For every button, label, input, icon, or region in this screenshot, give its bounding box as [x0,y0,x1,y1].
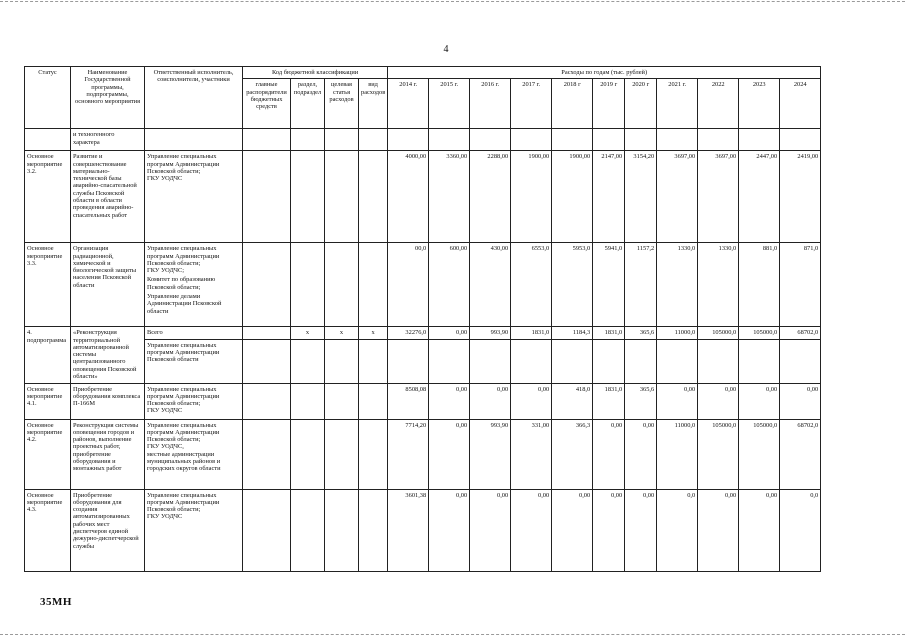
row-code [243,243,291,327]
row-value: 993,90 [470,419,511,489]
row-value: 0,00 [739,489,780,571]
header-year: 2018 г [552,79,593,129]
row-status: Основное мероприятие 4.3. [25,489,71,571]
row-value: 993,90 [470,327,511,339]
empty-cell [739,339,780,383]
row-value: 0,00 [429,327,470,339]
row-code [243,383,291,419]
row-value: 0,00 [739,383,780,419]
header-year: 2017 г. [511,79,552,129]
row-value: 32276,0 [388,327,429,339]
row-code [291,129,325,151]
empty-cell [291,339,325,383]
row-value [780,129,821,151]
row-value [625,129,657,151]
row-code [325,383,359,419]
row-value [593,129,625,151]
header-responsible: Ответственный исполнитель, соисполнители, участники [145,67,243,129]
responsible-line: Управление специальных программ Администрации Псковской области; [147,385,220,408]
header-name: Наименование Государственной программы, подпрограммы, основного мероприятия [71,67,145,129]
header-year: 2024 [780,79,821,129]
row-code [325,129,359,151]
row-value: 0,00 [511,489,552,571]
row-value: 3360,00 [429,151,470,243]
row-code [325,151,359,243]
row-value: 0,00 [593,489,625,571]
row-value: 5941,0 [593,243,625,327]
row-value: 7714,20 [388,419,429,489]
row-name: Реконструкция системы оповещения городов и районов, выполнение проектных работ, приобретение оборудования и монтажных работ [71,419,145,489]
row-code: x [291,327,325,339]
page-number: 4 [443,44,449,55]
empty-cell [698,339,739,383]
row-name: Приобретение оборудования для создания автоматизированных рабочих мест диспетчеров единой дежурно-диспетчерской службы [71,489,145,571]
row-value: 430,00 [470,243,511,327]
responsible-line: Управление специальных программ Администрации Псковской области [147,341,220,364]
responsible-line: ГКУ УОДЧС [147,175,183,183]
row-status: Основное мероприятие 3.2. [25,151,71,243]
row-code [325,243,359,327]
empty-cell [780,339,821,383]
row-value: 1184,3 [552,327,593,339]
table-row [25,489,821,571]
row-value: 11000,0 [657,327,698,339]
row-value: 0,00 [429,419,470,489]
header-section: раздел, подраздел [291,79,325,129]
responsible-line: Управление делами Администрации Псковской области [147,293,222,315]
scan-edge-top [0,1,905,2]
table-row [25,339,821,383]
row-status: Основное мероприятие 4.1. [25,383,71,419]
header-year: 2015 г. [429,79,470,129]
row-value: 0,00 [698,489,739,571]
empty-cell [511,339,552,383]
footer-stamp: 35МН [40,596,72,608]
row-code [291,243,325,327]
responsible-line: ГКУ УОДЧС; [147,267,185,275]
empty-cell [657,339,698,383]
row-value: 365,6 [625,327,657,339]
row-value: 105000,0 [739,327,780,339]
row-code [291,151,325,243]
row-value: 5953,0 [552,243,593,327]
responsible-line: Управление специальных программ Администрации Псковской области; [147,421,220,444]
row-value: 0,0 [657,489,698,571]
row-value [698,129,739,151]
row-value: 0,00 [625,419,657,489]
responsible-line: Управление специальных программ Администрации Псковской области; [147,245,220,267]
row-value: 3154,20 [625,151,657,243]
row-code [325,489,359,571]
row-value: 68702,0 [780,327,821,339]
row-code [359,383,388,419]
row-status: Основное мероприятие 4.2. [25,419,71,489]
row-code [243,327,291,339]
row-value: 105000,0 [698,419,739,489]
header-grbs: главные распорядители бюджетных средств [243,79,291,129]
row-value: 8508,08 [388,383,429,419]
empty-cell [359,339,388,383]
row-value: 881,0 [739,243,780,327]
row-value: 00,0 [388,243,429,327]
empty-cell [625,339,657,383]
row-value: 418,0 [552,383,593,419]
responsible-line: местные администрации муниципальных районов и городских округов области [147,450,221,473]
row-value: 366,3 [552,419,593,489]
row-responsible [145,339,243,383]
row-code [359,419,388,489]
row-code [359,129,388,151]
row-value: 2288,00 [470,151,511,243]
row-value: 1900,00 [511,151,552,243]
row-value: 0,00 [470,489,511,571]
row-value [470,129,511,151]
row-code [325,419,359,489]
empty-cell [552,339,593,383]
table-row [25,151,821,243]
row-value: 0,00 [625,489,657,571]
row-code [291,419,325,489]
row-responsible [145,383,243,419]
row-value: 331,00 [511,419,552,489]
responsible-line: ГКУ УОДЧС [147,407,183,415]
header-budget-code: Код бюджетной классификации [243,67,388,79]
table-row [25,243,821,327]
row-value: 0,00 [429,383,470,419]
row-value: 11000,0 [657,419,698,489]
responsible-line: Управление специальных программ Администрации Псковской области; [147,491,220,514]
row-code [359,489,388,571]
row-value: 1900,00 [552,151,593,243]
row-value: 68702,0 [780,419,821,489]
empty-cell [593,339,625,383]
responsible-line: Комитет по образованию Псковской области; [147,276,216,291]
row-code [243,489,291,571]
row-value: 2419,00 [780,151,821,243]
row-value: 0,00 [593,419,625,489]
row-value: 105000,0 [698,327,739,339]
table-row [25,419,821,489]
empty-cell [243,339,291,383]
row-status: 4. подпрограмма [25,327,71,383]
row-value: 2447,00 [739,151,780,243]
row-value [739,129,780,151]
header-expenses: Расходы по годам (тыс. рублей) [388,67,821,79]
responsible-line: ГКУ УОДЧС [147,513,183,521]
row-code [243,129,291,151]
header-target: целевая статья расходов [325,79,359,129]
header-year: 2019 г [593,79,625,129]
row-value [511,129,552,151]
header-year: 2021 г. [657,79,698,129]
row-name: Организация радиационной, химической и биологической защиты населения Псковской области [71,243,145,327]
row-value [657,129,698,151]
row-responsible [145,419,243,489]
row-status: Основное мероприятие 3.3. [25,243,71,327]
row-value: 0,00 [780,383,821,419]
header-status: Статус [25,67,71,129]
row-code [359,243,388,327]
empty-cell [470,339,511,383]
row-code [291,383,325,419]
row-name: «Реконструкция территориальной автоматизированной системы централизованного оповещения Псковской области» [71,327,145,383]
header-year: 2022 [698,79,739,129]
row-value: 0,00 [470,383,511,419]
row-code [359,151,388,243]
row-responsible [145,151,243,243]
row-responsible-total: Всего [145,327,243,339]
row-value: 0,00 [657,383,698,419]
row-code [243,151,291,243]
row-value: 4000,00 [388,151,429,243]
header-year: 2023 [739,79,780,129]
row-value: 105000,0 [739,419,780,489]
budget-table [24,66,821,572]
row-value: 1330,0 [698,243,739,327]
row-name: и техногенного характера [71,129,145,151]
row-code: x [325,327,359,339]
row-value: 1330,0 [657,243,698,327]
row-responsible [145,243,243,327]
row-value: 1831,0 [511,327,552,339]
row-value [552,129,593,151]
row-value: 2147,00 [593,151,625,243]
header-year: 2016 г. [470,79,511,129]
row-value: 871,0 [780,243,821,327]
row-value: 6553,0 [511,243,552,327]
row-name: Развитие и совершенствование материально-технической базы аварийно-спасательной службы Псковской области в области проведения аварийно-спасательных работ [71,151,145,243]
row-value: 0,00 [511,383,552,419]
header-expense-type: вид расходов [359,79,388,129]
empty-cell [325,339,359,383]
row-value: 3601,38 [388,489,429,571]
row-value: 1831,0 [593,383,625,419]
row-name: Приобретение оборудования комплекса П-166М [71,383,145,419]
row-value [388,129,429,151]
table-row [25,383,821,419]
row-code: x [359,327,388,339]
table-row [25,327,821,339]
row-value: 3697,00 [657,151,698,243]
header-year: 2020 г [625,79,657,129]
row-responsible [145,129,243,151]
row-value: 0,0 [780,489,821,571]
row-value: 600,00 [429,243,470,327]
row-value: 1157,2 [625,243,657,327]
row-status [25,129,71,151]
row-value: 1831,0 [593,327,625,339]
responsible-line: Управление специальных программ Администрации Псковской области; [147,153,220,175]
row-value: 365,6 [625,383,657,419]
row-code [291,489,325,571]
row-value: 3697,00 [698,151,739,243]
responsible-line: ГКУ УОДЧС, [147,443,184,451]
row-value: 0,00 [429,489,470,571]
empty-cell [429,339,470,383]
header-year: 2014 г. [388,79,429,129]
row-value: 0,00 [552,489,593,571]
row-value: 0,00 [698,383,739,419]
scan-edge-bottom [0,634,905,635]
empty-cell [388,339,429,383]
row-code [243,419,291,489]
row-value [429,129,470,151]
table-row [25,129,821,151]
row-responsible [145,489,243,571]
